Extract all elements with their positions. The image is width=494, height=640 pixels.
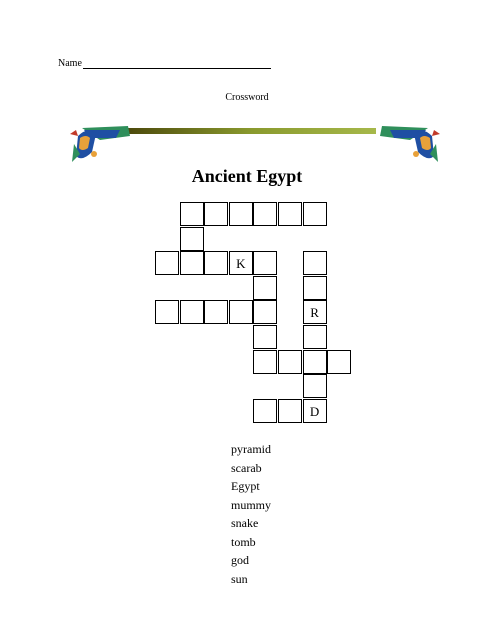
word-bank-item: snake: [231, 516, 259, 530]
word-bank-item: pyramid: [231, 442, 271, 456]
crossword-cell[interactable]: [180, 300, 204, 324]
crossword-cell[interactable]: [278, 399, 302, 423]
word-bank-item: mummy: [231, 497, 272, 512]
crossword-cell[interactable]: [204, 300, 228, 324]
crossword-cell[interactable]: [303, 374, 327, 398]
page-title: Ancient Egypt: [191, 166, 303, 186]
crossword-cell[interactable]: [204, 202, 228, 226]
crossword-cell[interactable]: K: [229, 251, 253, 275]
crossword-cell[interactable]: [278, 350, 302, 374]
egyptian-bird-icon-right: [380, 126, 440, 162]
crossword-cell[interactable]: [303, 276, 327, 300]
crossword-cell[interactable]: [155, 251, 179, 275]
crossword-cell[interactable]: [303, 202, 327, 226]
subtitle: Crossword: [225, 92, 269, 103]
crossword-cell[interactable]: [303, 325, 327, 349]
name-field[interactable]: [58, 58, 271, 69]
name-label: Name: [58, 58, 82, 69]
crossword-cell[interactable]: [155, 300, 179, 324]
word-bank-item: tomb: [231, 534, 256, 549]
crossword-cell[interactable]: [253, 202, 277, 226]
crossword-cell[interactable]: [253, 276, 277, 300]
crossword-cell[interactable]: [180, 251, 204, 275]
crossword-cell[interactable]: [180, 227, 204, 251]
name-underline[interactable]: [83, 58, 271, 69]
word-bank-item: Egypt: [231, 479, 260, 493]
banner-bar: [128, 128, 376, 134]
word-bank-item: god: [231, 553, 249, 567]
crossword-cell[interactable]: [180, 202, 204, 226]
crossword-cell[interactable]: [253, 251, 277, 275]
crossword-cell[interactable]: [253, 300, 277, 324]
crossword-cell[interactable]: [253, 399, 277, 423]
word-bank: [231, 440, 271, 588]
crossword-cell[interactable]: [303, 350, 327, 374]
word-bank-item: sun: [231, 571, 248, 586]
word-bank-item: scarab: [231, 460, 262, 475]
crossword-cell[interactable]: [229, 300, 253, 324]
crossword-cell[interactable]: [278, 202, 302, 226]
crossword-cell[interactable]: [327, 350, 351, 374]
crossword-cell[interactable]: [253, 325, 277, 349]
crossword-cell[interactable]: R: [303, 300, 327, 324]
egyptian-bird-icon-left: [70, 126, 130, 162]
crossword-cell[interactable]: D: [303, 399, 327, 423]
crossword-cell[interactable]: [204, 251, 228, 275]
crossword-cell[interactable]: [303, 251, 327, 275]
crossword-cell[interactable]: [229, 202, 253, 226]
crossword-cell[interactable]: [253, 350, 277, 374]
